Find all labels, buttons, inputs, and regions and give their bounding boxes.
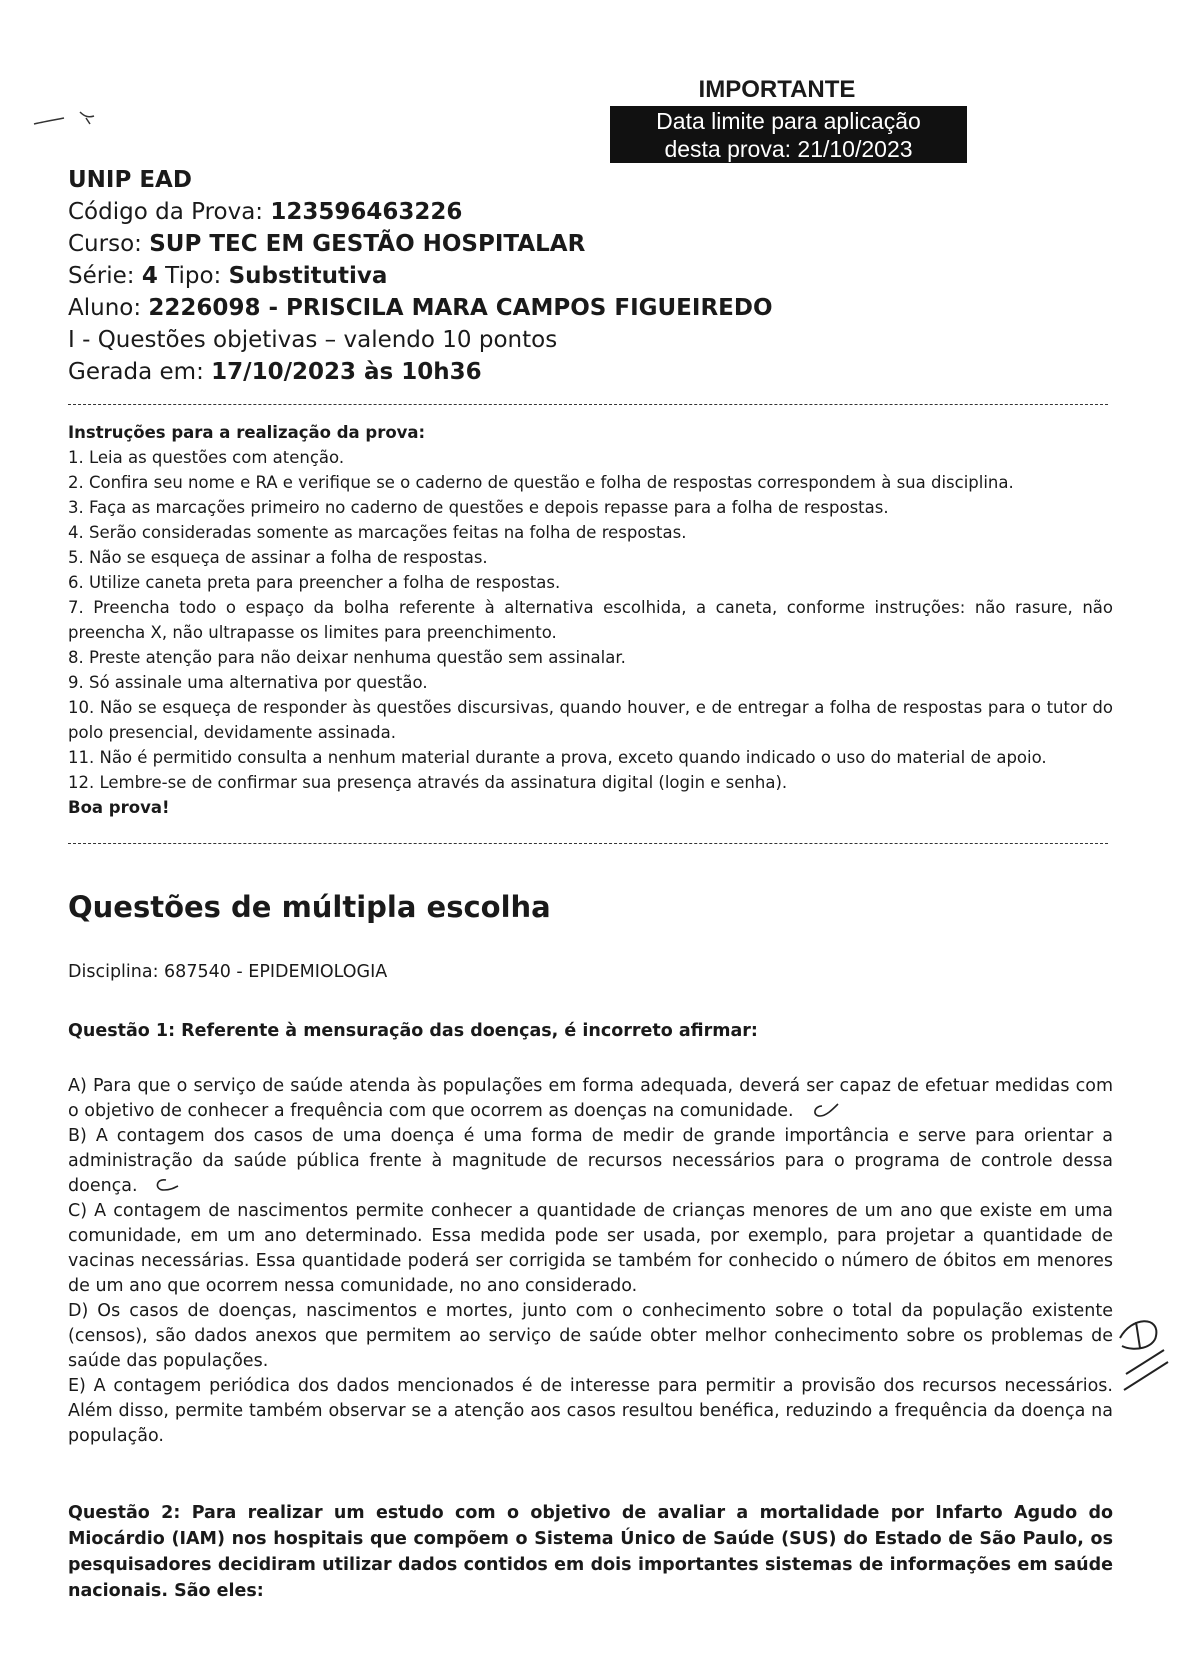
handwritten-answer-d-icon — [1112, 1310, 1174, 1392]
exam-header — [68, 164, 773, 388]
instruction-item: 11. Não é permitido consulta a nenhum material durante a prova, exceto quando indicado o uso do material de apoio. — [68, 748, 1047, 767]
discipline-label: Disciplina: 687540 - EPIDEMIOLOGIA — [68, 962, 388, 982]
exam-type: Substitutiva — [228, 263, 388, 289]
instruction-item: 10. Não se esqueça de responder às questões discursivas, quando houver, e de entregar a folha de respostas para o tutor do polo presencial, devidamente assinada. — [68, 698, 1113, 742]
instruction-item: 9. Só assinale uma alternativa por questão. — [68, 673, 428, 692]
instruction-item: 2. Confira seu nome e RA e verifique se o caderno de questão e folha de respostas correspondem à sua disciplina. — [68, 473, 1014, 492]
option-a: A) Para que o serviço de saúde atenda às populações em forma adequada, deverá ser capaz de efetuar medidas com o objetivo de conhecer a frequência com que ocorrem as doenças na comunidade. — [68, 1076, 1113, 1121]
question-2-title: Questão 2: Para realizar um estudo com o objetivo de avaliar a mortalidade por Infarto Agudo do Miocárdio (IAM) nos hospitais que compõem o Sistema Único de Saúde (SUS) do Estado de São Paulo, os pesquisadores decidiram utilizar dados contidos em dois importantes sistemas de informações em saúde nacionais. São eles: — [68, 1503, 1113, 1601]
instruction-item: 4. Serão consideradas somente as marcações feitas na folha de respostas. — [68, 523, 687, 542]
instruction-item: 5. Não se esqueça de assinar a folha de respostas. — [68, 548, 488, 567]
institution-name: UNIP EAD — [68, 167, 192, 193]
instructions-closing: Boa prova! — [68, 798, 170, 817]
generated-date: 17/10/2023 às 10h36 — [211, 359, 482, 385]
exam-code-line: Código da Prova: 123596463226 — [68, 199, 463, 225]
divider-bottom — [68, 843, 1108, 844]
instruction-item: 8. Preste atenção para não deixar nenhuma questão sem assinalar. — [68, 648, 626, 667]
question-1-options — [68, 1074, 1113, 1449]
student-name: 2226098 - PRISCILA MARA CAMPOS FIGUEIREDO — [148, 295, 773, 321]
option-b: B) A contagem dos casos de uma doença é uma forma de medir de grande importância e serve para orientar a administração da saúde pública frente à magnitude de recursos necessários para o programa de controle dessa doença. — [68, 1126, 1113, 1196]
course-line: Curso: SUP TEC EM GESTÃO HOSPITALAR — [68, 231, 586, 257]
series-value: 4 — [141, 263, 158, 289]
generated-line: Gerada em: 17/10/2023 às 10h36 — [68, 359, 482, 385]
deadline-line-1: Data limite para aplicação — [656, 108, 921, 134]
series-type-line: Série: 4 Tipo: Substitutiva — [68, 263, 388, 289]
divider-top — [68, 404, 1108, 405]
option-e: E) A contagem periódica dos dados mencionados é de interesse para permitir a provisão dos recursos necessários. Além disso, permite também observar se a atenção aos casos resultou benéfica, reduzindo a frequência da doença na população. — [68, 1376, 1113, 1446]
option-d: D) Os casos de doenças, nascimentos e mortes, junto com o conhecimento sobre o total da população existente (censos), são dados anexos que permitem ao serviço de saúde obter melhor conhecimento sobre os problemas de saúde das populações. — [68, 1301, 1113, 1371]
instruction-item: 7. Preencha todo o espaço da bolha referente à alternativa escolhida, a caneta, conforme instruções: não rasure, não preencha X, não ultrapasse os limites para preenchimento. — [68, 598, 1113, 642]
instruction-item: 3. Faça as marcações primeiro no caderno de questões e depois repasse para a folha de respostas. — [68, 498, 889, 517]
handwritten-check-a-icon — [808, 1102, 840, 1124]
instruction-item: 6. Utilize caneta preta para preencher a folha de respostas. — [68, 573, 561, 592]
handwritten-check-b-icon — [150, 1176, 180, 1198]
deadline-banner — [610, 106, 967, 163]
instruction-item: 12. Lembre-se de confirmar sua presença através da assinatura digital (login e senha). — [68, 773, 788, 792]
pen-scribble-icon — [32, 104, 112, 134]
course-name: SUP TEC EM GESTÃO HOSPITALAR — [149, 231, 586, 257]
question-1-title: Questão 1: Referente à mensuração das doenças, é incorreto afirmar: — [68, 1021, 758, 1041]
instructions-title: Instruções para a realização da prova: — [68, 423, 426, 442]
exam-code: 123596463226 — [270, 199, 463, 225]
deadline-line-2: desta prova: 21/10/2023 — [664, 136, 913, 162]
student-line: Aluno: 2226098 - PRISCILA MARA CAMPOS FIGUEIREDO — [68, 295, 773, 321]
instruction-item: 1. Leia as questões com atenção. — [68, 448, 345, 467]
option-c: C) A contagem de nascimentos permite conhecer a quantidade de crianças menores de um ano que existe em uma comunidade, em um ano determinado. Essa medida pode ser usada, por exemplo, para projetar a quantidade de vacinas necessárias. Essa quantidade poderá ser corrigida se também for conhecido o número de óbitos em menores de um ano que ocorrem nessa comunidade, no ano considerado. — [68, 1201, 1113, 1296]
objective-questions-line: I - Questões objetivas – valendo 10 pontos — [68, 327, 558, 353]
instructions-block — [68, 420, 1113, 820]
important-title: IMPORTANTE — [698, 76, 856, 103]
section-title: Questões de múltipla escolha — [68, 890, 551, 924]
